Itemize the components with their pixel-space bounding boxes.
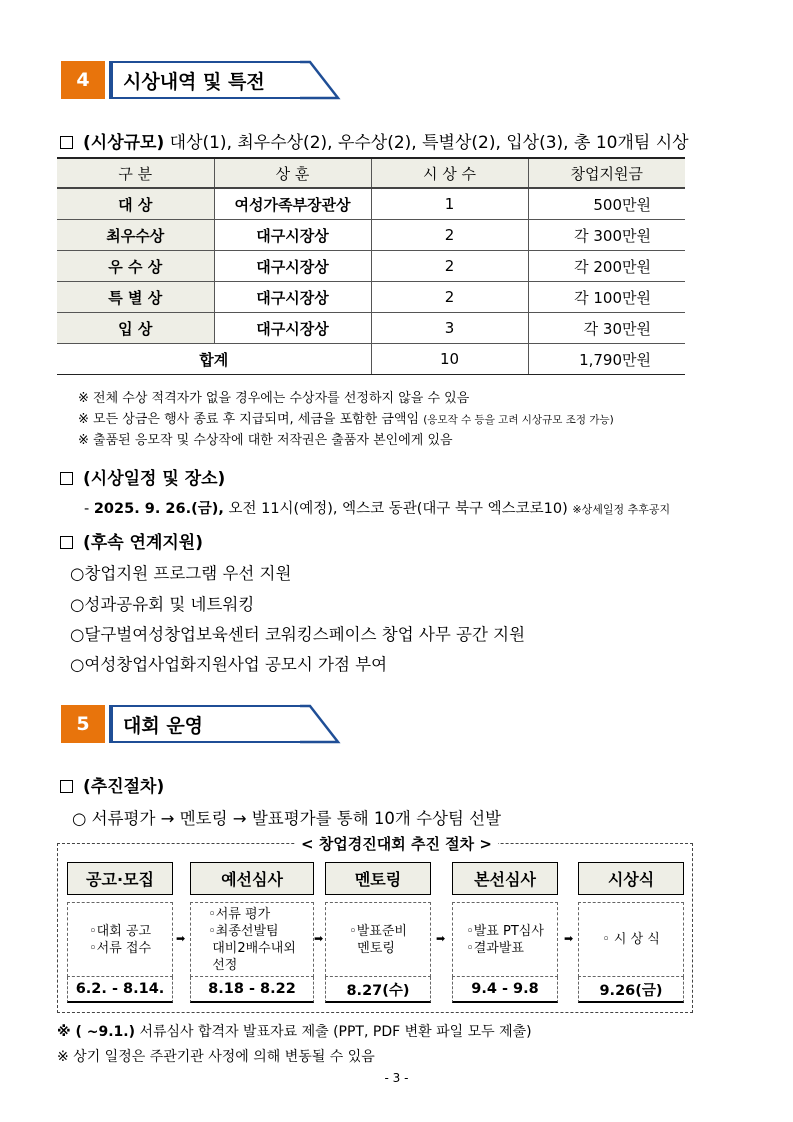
total-label: 합계 xyxy=(57,344,371,375)
award-note: ※ 출품된 응모작 및 수상작에 대한 저작권은 출품자 본인에게 있음 xyxy=(78,433,453,448)
arrow-right-icon: ➡ xyxy=(176,932,186,945)
award-prize: 각 30만원 xyxy=(528,313,685,344)
award-category: 대 상 xyxy=(57,188,214,220)
followup-heading: (후속 연계지원) xyxy=(60,528,203,553)
step-date: 9.4 - 9.8 xyxy=(452,977,558,1003)
step-date: 8.27(수) xyxy=(325,977,431,1003)
arrow-right-icon: ➡ xyxy=(436,932,446,945)
procedure-heading: (추진절차) xyxy=(60,772,164,797)
step-name: 시상식 xyxy=(578,862,684,895)
list-item: ○달구벌여성창업보육센터 코워킹스페이스 창업 사무 공간 지원 xyxy=(70,625,526,644)
award-name: 대구시장상 xyxy=(214,313,371,344)
checkbox-square-icon xyxy=(60,780,73,793)
page-number: - 3 - xyxy=(384,1071,409,1085)
award-name: 여성가족부장관상 xyxy=(214,188,371,220)
table-header-cell: 시 상 수 xyxy=(371,158,528,188)
footnote: ※ 상기 일정은 주관기관 사정에 의해 변동될 수 있음 xyxy=(57,1049,375,1065)
table-total-row xyxy=(57,344,685,375)
award-category: 입 상 xyxy=(57,313,214,344)
step-name: 본선심사 xyxy=(452,862,558,895)
schedule-detail: - 2025. 9. 26.(금), 오전 11시(예정), 엑스코 동관(대구 북구 엑스코로10) ※상세일정 추후공지 xyxy=(84,501,671,517)
checkbox-square-icon xyxy=(60,472,73,485)
step-date: 8.18 - 8.22 xyxy=(190,977,314,1003)
award-count: 1 xyxy=(371,188,528,220)
section-number-badge: 5 xyxy=(61,705,105,743)
award-table xyxy=(57,157,685,375)
table-row xyxy=(57,220,685,251)
table-header-cell: 상 훈 xyxy=(214,158,371,188)
award-count: 2 xyxy=(371,282,528,313)
award-count: 2 xyxy=(371,251,528,282)
award-name: 대구시장상 xyxy=(214,251,371,282)
step-body: ◦대회 공고 ◦서류 접수 xyxy=(67,902,173,977)
step-name: 멘토링 xyxy=(325,862,431,895)
procedure-box-title: < 창업경진대회 추진 절차 > xyxy=(0,833,793,854)
total-prize: 1,790만원 xyxy=(528,344,685,375)
award-name: 대구시장상 xyxy=(214,220,371,251)
step-date: 6.2. - 8.14. xyxy=(67,977,173,1003)
award-prize: 각 100만원 xyxy=(528,282,685,313)
award-category: 최우수상 xyxy=(57,220,214,251)
step-body: ◦서류 평가 ◦최종선발팀 대비2배수내외 선정 xyxy=(190,902,314,977)
award-prize: 각 200만원 xyxy=(528,251,685,282)
award-name: 대구시장상 xyxy=(214,282,371,313)
checkbox-square-icon xyxy=(60,536,73,549)
award-prize: 각 300만원 xyxy=(528,220,685,251)
award-count: 2 xyxy=(371,220,528,251)
list-item: ○성과공유회 및 네트워킹 xyxy=(70,595,255,614)
section-header-slant xyxy=(300,703,342,746)
table-row xyxy=(57,251,685,282)
table-header-row xyxy=(57,158,685,188)
schedule-heading: (시상일정 및 장소) xyxy=(60,464,225,489)
award-prize: 500만원 xyxy=(528,188,685,220)
step-name: 공고·모집 xyxy=(67,862,173,895)
step-name: 예선심사 xyxy=(190,862,314,895)
step-body: ◦발표준비 멘토링 xyxy=(325,902,431,977)
arrow-right-icon: ➡ xyxy=(564,932,574,945)
arrow-right-icon: ➡ xyxy=(314,932,324,945)
section-title: 시상내역 및 특전 xyxy=(109,61,305,99)
footnote: ※ ( ~9.1.) 서류심사 합격자 발표자료 제출 (PPT, PDF 변환 파일 모두 제출) xyxy=(57,1024,532,1040)
step-body: ◦ 시 상 식 xyxy=(578,902,684,977)
table-row xyxy=(57,282,685,313)
section-number-badge: 4 xyxy=(61,61,105,99)
step-date: 9.26(금) xyxy=(578,977,684,1003)
list-item: ○창업지원 프로그램 우선 지원 xyxy=(70,564,292,583)
step-body: ◦발표 PT심사 ◦결과발표 xyxy=(452,902,558,977)
table-row xyxy=(57,313,685,344)
award-category: 우 수 상 xyxy=(57,251,214,282)
section-header-slant xyxy=(300,59,342,102)
award-note: ※ 모든 상금은 행사 종료 후 지급되며, 세금을 포함한 금액임 (응모작 수 등을 고려 시상규모 조정 가능) xyxy=(78,412,614,427)
table-header-cell: 구 분 xyxy=(57,158,214,188)
award-count: 3 xyxy=(371,313,528,344)
total-count: 10 xyxy=(371,344,528,375)
award-scale-heading: (시상규모) 대상(1), 최우수상(2), 우수상(2), 특별상(2), 입상(3), 총 10개팀 시상 xyxy=(60,128,689,153)
checkbox-square-icon xyxy=(60,136,73,149)
section-title: 대회 운영 xyxy=(109,705,305,743)
table-header-cell: 창업지원금 xyxy=(528,158,685,188)
award-category: 특 별 상 xyxy=(57,282,214,313)
table-row xyxy=(57,188,685,220)
award-note: ※ 전체 수상 적격자가 없을 경우에는 수상자를 선정하지 않을 수 있음 xyxy=(78,391,470,406)
list-item: ○여성창업사업화지원사업 공모시 가점 부여 xyxy=(70,655,388,674)
procedure-summary: ○ 서류평가 → 멘토링 → 발표평가를 통해 10개 수상팀 선발 xyxy=(72,809,502,828)
